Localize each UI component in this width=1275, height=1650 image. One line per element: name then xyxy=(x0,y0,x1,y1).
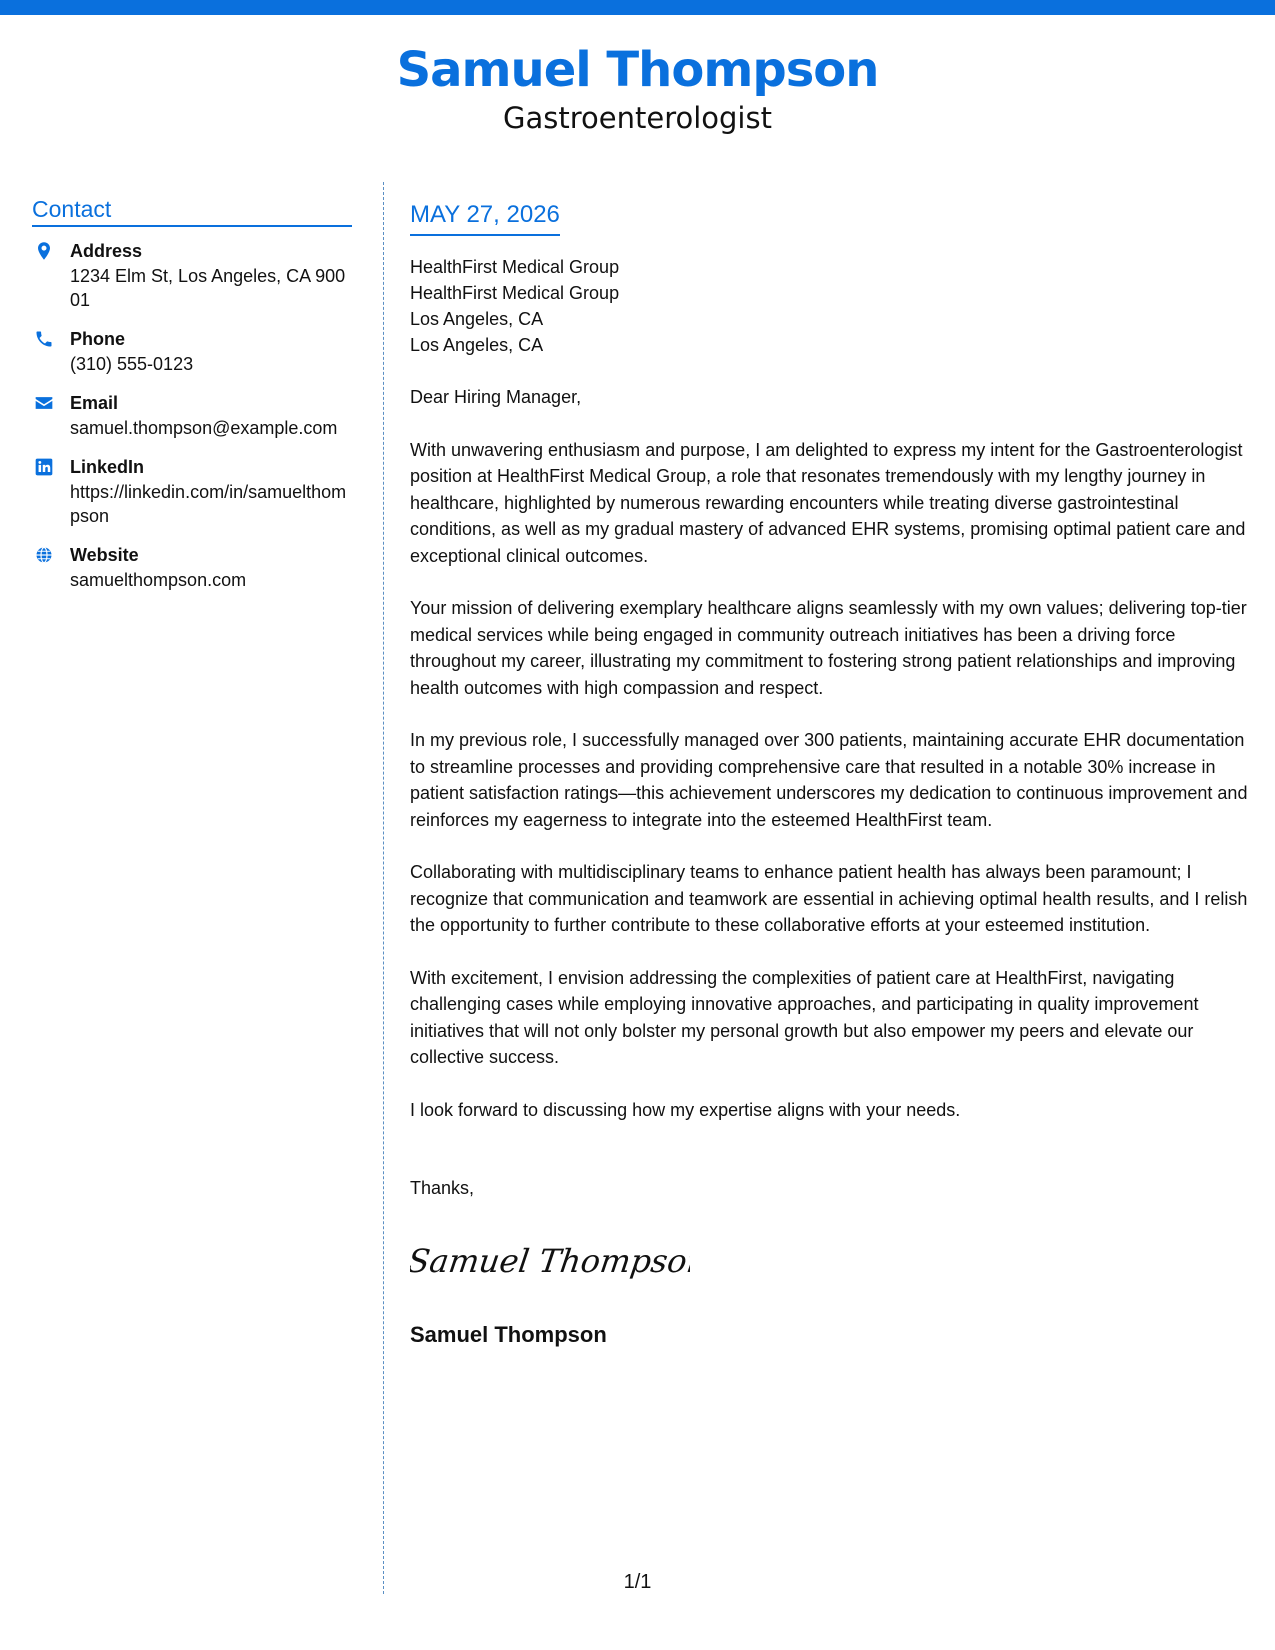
page-number: 1/1 xyxy=(623,1571,652,1593)
contact-value: 1234 Elm St, Los Angeles, CA 90001 xyxy=(70,266,346,310)
globe-icon xyxy=(34,545,54,565)
salutation: Dear Hiring Manager, xyxy=(410,387,582,407)
contact-label: Website xyxy=(70,545,139,565)
job-title: Gastroenterologist xyxy=(503,101,772,135)
recipient-line: HealthFirst Medical Group xyxy=(410,283,620,303)
contact-item-email xyxy=(32,391,352,440)
contact-item-phone xyxy=(32,327,352,376)
linkedin-icon xyxy=(34,457,54,477)
signature-text: Samuel Thompson xyxy=(410,1241,690,1280)
handwritten-signature xyxy=(410,1232,690,1292)
top-accent-bar xyxy=(0,0,1275,15)
contact-value: (310) 555-0123 xyxy=(70,354,194,374)
contact-label: LinkedIn xyxy=(70,457,145,477)
body-paragraph: Collaborating with multidisciplinary teams to enhance patient health has always been paramount; I recognize that communication and teamwork are essential in achieving optimal health results, and I relish the opportunity to further contribute to these collaborative efforts at your esteemed institution. xyxy=(410,862,1248,935)
column-divider xyxy=(383,182,384,1594)
map-pin-icon xyxy=(34,241,54,261)
recipient-line: Los Angeles, CA xyxy=(410,335,544,355)
contact-item-address xyxy=(32,239,352,312)
envelope-icon xyxy=(34,393,54,413)
contact-sidebar xyxy=(32,195,352,607)
applicant-name: Samuel Thompson xyxy=(396,42,879,98)
body-paragraph: I look forward to discussing how my expertise aligns with your needs. xyxy=(410,1099,961,1120)
contact-item-linkedin xyxy=(32,455,352,528)
contact-label: Email xyxy=(70,393,119,413)
contact-value: samuelthompson.com xyxy=(70,570,247,590)
contact-heading: Contact xyxy=(32,195,352,227)
body-paragraph: With unwavering enthusiasm and purpose, I am delighted to express my intent for the Gastroenterologist position at HealthFirst Medical Group, a role that resonates tremendously with my lengthy journey in healthcare, highlighted by numerous rewarding encounters while treating diverse gastrointestinal conditions, as well as my gradual mastery of advanced EHR systems, promising optimal patient care and exceptional clinical outcomes. xyxy=(410,439,1246,566)
letter-body xyxy=(410,198,1255,1349)
body-paragraph: Your mission of delivering exemplary healthcare aligns seamlessly with my own values; delivering top-tier medical services while being engaged in community outreach initiatives has been a driving force throughout my career, illustrating my commitment to fostering strong patient relationships and improving health outcomes with high compassion and respect. xyxy=(410,598,1247,698)
contact-label: Phone xyxy=(70,329,126,349)
closing: Thanks, xyxy=(410,1178,475,1198)
contact-value: samuel.thompson@example.com xyxy=(70,418,338,438)
contact-item-website xyxy=(32,543,352,592)
recipient-block xyxy=(410,254,1255,358)
signer-name: Samuel Thompson xyxy=(410,1322,607,1347)
recipient-line: HealthFirst Medical Group xyxy=(410,257,620,277)
contact-value: https://linkedin.com/in/samuelthompson xyxy=(70,482,347,526)
contact-label: Address xyxy=(70,241,143,261)
body-paragraph: With excitement, I envision addressing the complexities of patient care at HealthFirst, navigating challenging cases while employing innovative approaches, and participating in quality improvement initiatives that will not only bolster my personal growth but also empower my peers and elevate our collective success. xyxy=(410,967,1199,1067)
header xyxy=(0,40,1275,136)
contact-list xyxy=(32,239,352,592)
recipient-line: Los Angeles, CA xyxy=(410,309,544,329)
letter-date: MAY 27, 2026 xyxy=(410,198,560,236)
body-paragraph: In my previous role, I successfully managed over 300 patients, maintaining accurate EHR documentation to streamline processes and providing comprehensive care that resulted in a notable 30% increase in patient satisfaction ratings—this achievement underscores my dedication to continuous improvement and reinforces my eagerness to integrate into the esteemed HealthFirst team. xyxy=(410,730,1248,830)
phone-icon xyxy=(34,329,54,349)
